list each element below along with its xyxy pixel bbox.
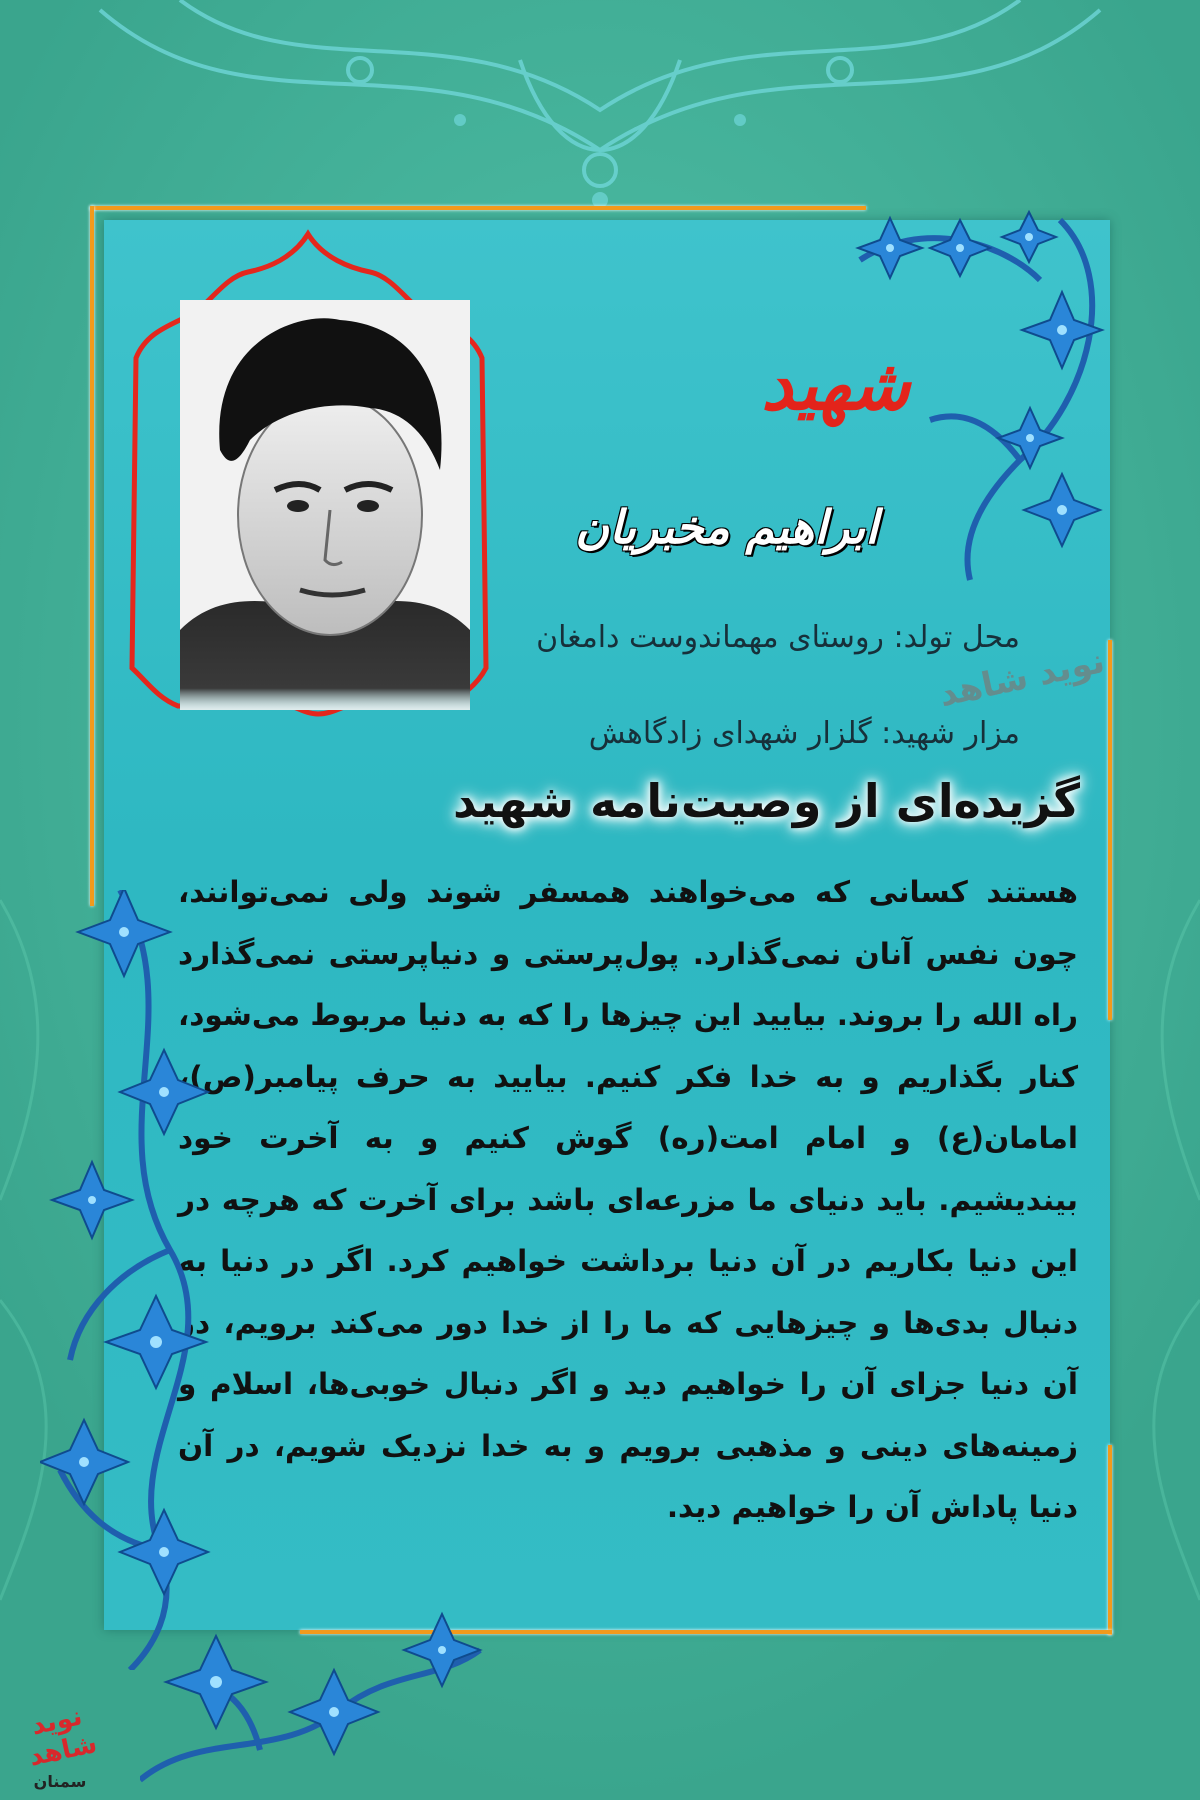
birthplace-text: محل تولد: روستای مهماندوست دامغان (536, 620, 1020, 655)
frame-left-line (90, 206, 94, 906)
frame-top-line (90, 206, 866, 210)
frame-right-line-lower (1108, 1445, 1112, 1635)
blue-flower-icon (140, 1610, 490, 1790)
frame-right-line-upper (1108, 640, 1112, 1020)
martyr-title: شهید (761, 343, 910, 426)
blue-flower-icon (40, 890, 240, 1670)
blue-flower-icon (820, 200, 1120, 590)
martyr-name: ابراهیم مخبریان (575, 500, 878, 554)
corner-logo-city: سمنان (33, 1772, 87, 1791)
will-excerpt-heading: گزیده‌ای از وصیت‌نامه شهید (453, 774, 1080, 828)
corner-logo-text: نوید شاهد (26, 1701, 100, 1773)
burial-place-text: مزار شهید: گلزار شهدای زادگاهش (588, 716, 1020, 751)
corner-logo (8, 1701, 112, 1791)
martyr-portrait (180, 300, 470, 710)
will-excerpt-body: هستند کسانی که می‌خواهند همسفر شوند ولی نمی‌توانند، چون نفس آنان نمی‌گذارد. پول‌پرستی و دنیاپرستی نمی‌گذارد راه الله را بروند. بیایید این چیزها را که به دنیا مربوط می‌شود، کنار بگذاریم و به خدا فکر کنیم. بیایید به حرف پیامبر(ص)، امامان(ع) و امام امت(ره) گوش کنیم و به آخرت خود بیندیشیم. باید دنیای ما مزرعه‌ای باشد برای آخرت که هرچه در این دنیا بکاریم در آن دنیا برداشت خواهیم کرد. اگر در دنیا به دنبال بدی‌ها و چیزهایی که ما را از خدا دور می‌کند برویم، در آن دنیا جزای آن را خواهیم دید و اگر دنبال خوبی‌ها، اسلام و زمینه‌های دینی و مذهبی برویم و به خدا نزدیک شویم، در آن دنیا پاداش آن را خواهیم دید. (178, 875, 1078, 1524)
watermark-logo: نوید شاهد (935, 640, 1109, 716)
